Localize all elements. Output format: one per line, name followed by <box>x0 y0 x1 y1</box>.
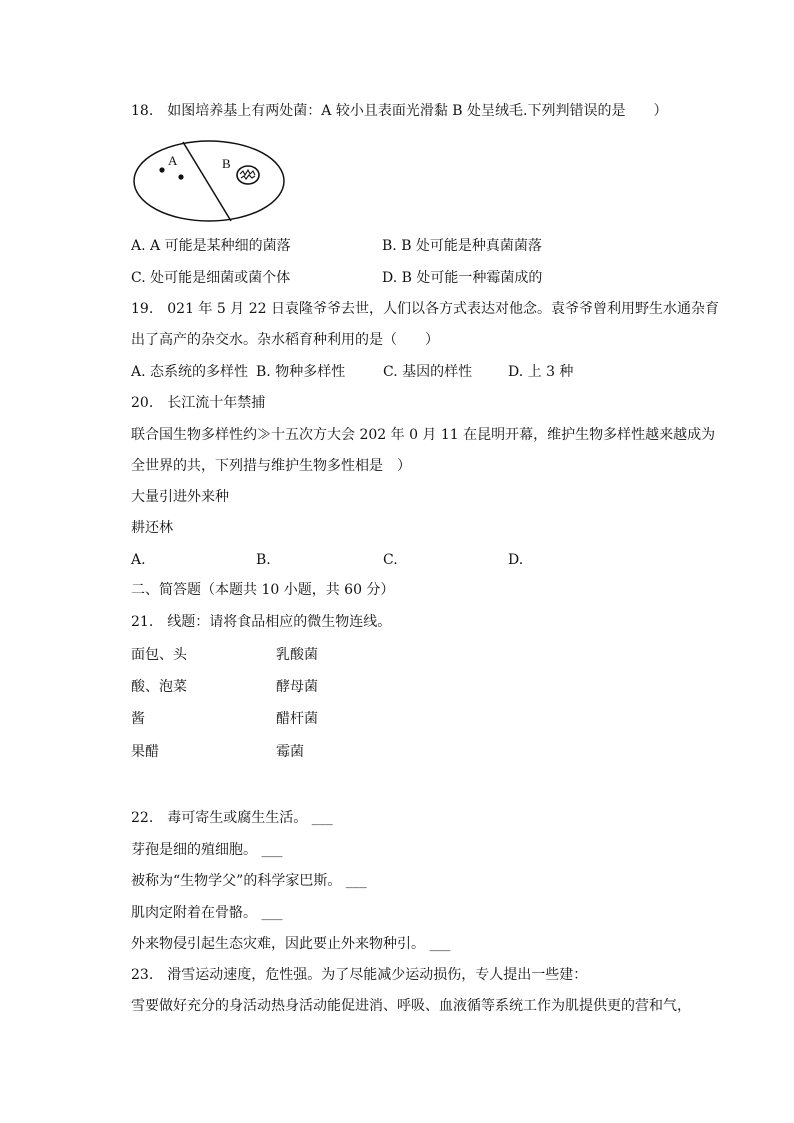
q18-option-c: C. 处可能是细菌或菌个体 <box>131 270 291 286</box>
q20-item-2: 耕还林 <box>131 520 173 536</box>
q20-stem-line1: 20. 长江流十年禁捕 <box>131 395 266 411</box>
petri-dish-figure <box>131 138 291 228</box>
label-b: B <box>222 156 231 171</box>
q21-microbe-3: 醋杆菌 <box>276 711 318 727</box>
q18-option-d: D. B 处可能一种霉菌成的 <box>382 270 543 286</box>
colony-a-dot-2 <box>178 174 183 179</box>
q19-option-c: C. 基因的样性 <box>383 364 473 380</box>
q21-food-3: 酱 <box>131 711 145 727</box>
q19-option-b: B. 物种多样性 <box>256 364 346 380</box>
q22-line-5: 外来物侵引起生态灾难，因此要止外来物种引。 ___ <box>131 936 451 952</box>
q20-option-a: A. <box>131 552 146 568</box>
petri-dish-icon <box>131 138 291 228</box>
dish-outline <box>134 141 284 221</box>
q21-stem: 21. 线题：请将食品相应的微生物连线。 <box>131 614 392 630</box>
q18-option-b: B. B 处可能是种真菌菌落 <box>382 238 542 254</box>
section-heading: 二、简答题（本题共 10 小题，共 60 分） <box>131 582 395 598</box>
q22-line-4: 肌肉定附着在骨骼。 ___ <box>131 905 283 921</box>
q20-item-1: 大量引进外来种 <box>131 489 229 505</box>
q20-option-c: C. <box>383 552 398 568</box>
q22-line-3: 被称为“生物学父”的科学家巴斯。 ___ <box>131 873 367 889</box>
q21-microbe-1: 乳酸菌 <box>276 647 318 663</box>
q22-line-2: 芽孢是细的殖细胞。 ___ <box>131 842 283 858</box>
dish-divider-line <box>183 142 231 221</box>
q21-microbe-4: 霉菌 <box>276 744 304 760</box>
colony-b-fuzzy <box>237 166 259 184</box>
q20-stem-line3: 全世界的共，下列措与维护生物多性相是 ） <box>131 458 411 474</box>
q20-option-b: B. <box>256 552 271 568</box>
q21-food-1: 面包、头 <box>131 647 187 663</box>
q23-stem-line2: 雪要做好充分的身活动热身活动能促进消、呼吸、血液循等系统工作为肌提供更的营和气， <box>131 998 691 1014</box>
q21-food-2: 酸、泡菜 <box>131 679 187 695</box>
q19-option-d: D. 上 3 种 <box>508 364 574 380</box>
q19-stem-line2: 出了高产的杂交水。杂水稻育种利用的是（ ） <box>131 332 439 348</box>
q22-line-1: 22. 毒可寄生或腐生生活。 ___ <box>131 810 333 826</box>
q21-food-4: 果醋 <box>131 744 159 760</box>
colony-a-dot-1 <box>159 167 164 172</box>
q21-microbe-2: 酵母菌 <box>276 679 318 695</box>
q18-stem: 18. 如图培养基上有两处菌：A 较小且表面光滑黏 B 处呈绒毛.下列判错误的是 ） <box>131 103 668 119</box>
label-a: A <box>168 153 178 168</box>
q18-option-a: A. A 可能是某种细的菌落 <box>131 238 291 254</box>
q19-stem-line1: 19. 021 年 5 月 22 日袁隆爷爷去世，人们以各方式表达对他念。袁爷爷曾利用野生水通杂育 <box>131 301 719 317</box>
q20-option-d: D. <box>508 552 524 568</box>
q19-option-a: A. 态系统的多样性 <box>131 364 249 380</box>
q20-stem-line2: 联合国生物多样性约≫十五次方大会 202 年 0 月 11 在昆明开幕，维护生物多样性越来越成为 <box>131 427 716 443</box>
q23-stem-line1: 23. 滑雪运动速度，危性强。为了尽能减少运动损伤，专人提出一些建： <box>131 967 588 983</box>
